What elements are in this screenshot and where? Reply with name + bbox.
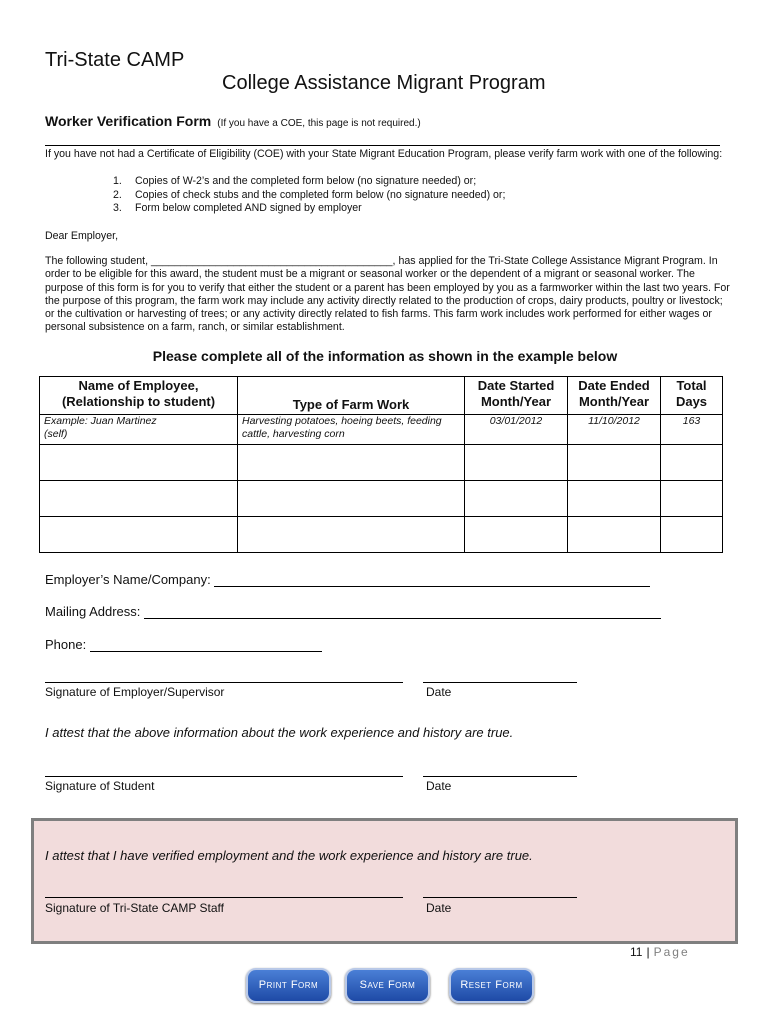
option-item: [113, 202, 505, 216]
header-total-line1: Total: [676, 378, 707, 393]
started-cell[interactable]: [465, 445, 568, 481]
header-started-line2: Month/Year: [480, 394, 552, 409]
ended-cell[interactable]: [568, 445, 661, 481]
option-item: [113, 189, 505, 203]
started-cell[interactable]: [465, 481, 568, 517]
ended-cell[interactable]: [568, 517, 661, 553]
phone-input[interactable]: [90, 638, 322, 652]
employer-date-label: Date: [426, 685, 452, 699]
reset-form-button[interactable]: Reset Form: [449, 968, 534, 1003]
page-separator: |: [646, 945, 650, 959]
option-item: [113, 175, 505, 189]
salutation: Dear Employer,: [45, 230, 119, 242]
address-label: Mailing Address:: [45, 604, 141, 619]
intro-text: If you have not had a Certificate of Eligibility (COE) with your State Migrant Education Program, please verify farm work with one of the following:: [45, 148, 723, 160]
header-ended-line2: Month/Year: [578, 394, 650, 409]
address-input[interactable]: [144, 605, 661, 619]
student-signature-line[interactable]: [45, 776, 403, 777]
table-row: [40, 445, 723, 481]
total-cell[interactable]: [661, 481, 723, 517]
option-number: 3.: [113, 202, 122, 214]
page-number: [630, 945, 690, 959]
header-ended: [568, 377, 661, 415]
staff-date-line[interactable]: [423, 897, 577, 898]
ended-cell[interactable]: [568, 481, 661, 517]
body-paragraph: The following student, _________________________________________, has applied for the Tri-State College Assistance Migrant Program. In order to be eligible for this award, the student must be a migrant or seasonal worker or the dependent of a migrant or seasonal worker. The purpose of this form is for you to verify that either the student or a parent has been employed by you as a farmworker within the last two years. For the purpose of this program, the farm work may include any activity directly related to the production of crops, dairy products, poultry or livestock; or the cultivation or harvesting of trees; or any activity directly related to fish farms. This farm work includes work performed for either wages or personal subsistence on a farm, ranch, or similar establishment.: [45, 255, 730, 334]
type-cell[interactable]: [238, 481, 465, 517]
staff-date-label: Date: [426, 901, 452, 915]
page-number-value: 11: [630, 945, 643, 959]
started-cell[interactable]: [465, 517, 568, 553]
table-row: [40, 517, 723, 553]
options-list: [113, 175, 505, 216]
header-type: Type of Farm Work: [238, 377, 465, 415]
staff-attestation: I attest that I have verified employment and the work experience and history are true.: [45, 848, 533, 863]
save-form-button[interactable]: Save Form: [345, 968, 430, 1003]
total-cell[interactable]: [661, 517, 723, 553]
instruction-heading: Please complete all of the information as shown in the example below: [152, 348, 618, 364]
example-name-text: Example: Juan Martinez: [44, 415, 157, 427]
student-date-line[interactable]: [423, 776, 577, 777]
student-signature-label: Signature of Student: [45, 779, 155, 793]
employer-signature-label: Signature of Employer/Supervisor: [45, 685, 225, 699]
staff-verification-box: [31, 818, 738, 944]
type-cell[interactable]: [238, 517, 465, 553]
header-name-line2: (Relationship to student): [61, 394, 216, 409]
student-attestation: I attest that the above information about the work experience and history are true.: [45, 725, 514, 740]
form-note: (If you have a COE, this page is not required.): [217, 118, 421, 129]
header-name-line1: Name of Employee,: [78, 378, 199, 393]
phone-label: Phone:: [45, 637, 87, 652]
employer-date-line[interactable]: [423, 682, 577, 683]
example-started: 03/01/2012: [465, 415, 568, 445]
example-relationship: (self): [44, 428, 68, 440]
name-cell[interactable]: [40, 445, 238, 481]
form-title-text: Worker Verification Form: [45, 113, 212, 129]
option-text: Copies of check stubs and the completed form below (no signature needed) or;: [135, 188, 506, 201]
table-header-row: [40, 377, 723, 415]
program-title: College Assistance Migrant Program: [222, 72, 546, 94]
print-form-button[interactable]: Print Form: [246, 968, 331, 1003]
employer-input[interactable]: [214, 573, 650, 587]
staff-signature-label: Signature of Tri-State CAMP Staff: [45, 901, 224, 915]
name-cell[interactable]: [40, 517, 238, 553]
header-name: [40, 377, 238, 415]
example-name: [40, 415, 238, 445]
header-total: [661, 377, 723, 415]
option-number: 2.: [113, 188, 122, 201]
divider: [45, 145, 720, 146]
form-title: [45, 113, 421, 129]
example-row: [40, 415, 723, 445]
employer-signature-line[interactable]: [45, 682, 403, 683]
example-total: 163: [661, 415, 723, 445]
type-cell[interactable]: [238, 445, 465, 481]
page-word: Page: [653, 945, 690, 959]
header-total-line2: Days: [675, 394, 708, 409]
header-ended-line1: Date Ended: [578, 378, 650, 393]
employer-field-row: [45, 572, 650, 587]
address-field-row: [45, 604, 661, 619]
option-text: Copies of W-2’s and the completed form below (no signature needed) or;: [135, 175, 477, 187]
example-type: Harvesting potatoes, hoeing beets, feeding cattle, harvesting corn: [238, 415, 465, 445]
table-row: [40, 481, 723, 517]
employer-label: Employer’s Name/Company:: [45, 572, 211, 587]
example-ended: 11/10/2012: [568, 415, 661, 445]
total-cell[interactable]: [661, 445, 723, 481]
header-started: [465, 377, 568, 415]
student-date-label: Date: [426, 779, 452, 793]
org-title: Tri-State CAMP: [45, 49, 185, 71]
header-started-line1: Date Started: [477, 378, 555, 393]
option-text: Form below completed AND signed by employer: [135, 202, 362, 214]
employment-table: [39, 376, 723, 553]
staff-signature-line[interactable]: [45, 897, 403, 898]
name-cell[interactable]: [40, 481, 238, 517]
option-number: 1.: [113, 175, 122, 187]
phone-field-row: [45, 637, 322, 652]
